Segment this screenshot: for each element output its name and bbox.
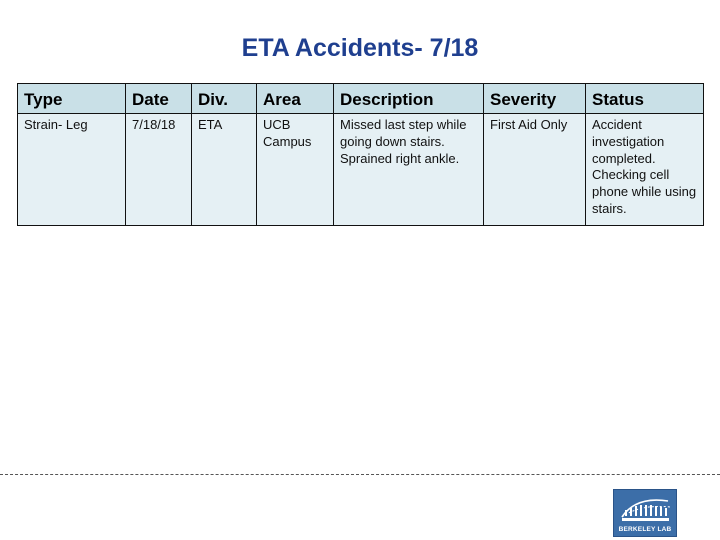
header-status: Status <box>586 84 704 114</box>
header-division: Div. <box>192 84 257 114</box>
cell-area: UCB Campus <box>257 114 334 226</box>
cell-division: ETA <box>192 114 257 226</box>
accidents-table <box>17 83 704 226</box>
header-area: Area <box>257 84 334 114</box>
header-description: Description <box>334 84 484 114</box>
cell-date: 7/18/18 <box>126 114 192 226</box>
header-type: Type <box>18 84 126 114</box>
footer-divider <box>0 474 720 475</box>
slide-title: ETA Accidents- 7/18 <box>241 34 479 62</box>
berkeley-lab-logo <box>613 489 677 537</box>
header-severity: Severity <box>484 84 586 114</box>
cell-status: Accident investigation completed. Checking cell phone while using stairs. <box>586 114 704 226</box>
cell-severity: First Aid Only <box>484 114 586 226</box>
header-date: Date <box>126 84 192 114</box>
table-header-row <box>18 84 704 114</box>
cell-description: Missed last step while going down stairs. Sprained right ankle. <box>334 114 484 226</box>
table-row <box>18 114 704 226</box>
cell-type: Strain- Leg <box>18 114 126 226</box>
logo-text: BERKELEY LAB <box>618 526 672 533</box>
